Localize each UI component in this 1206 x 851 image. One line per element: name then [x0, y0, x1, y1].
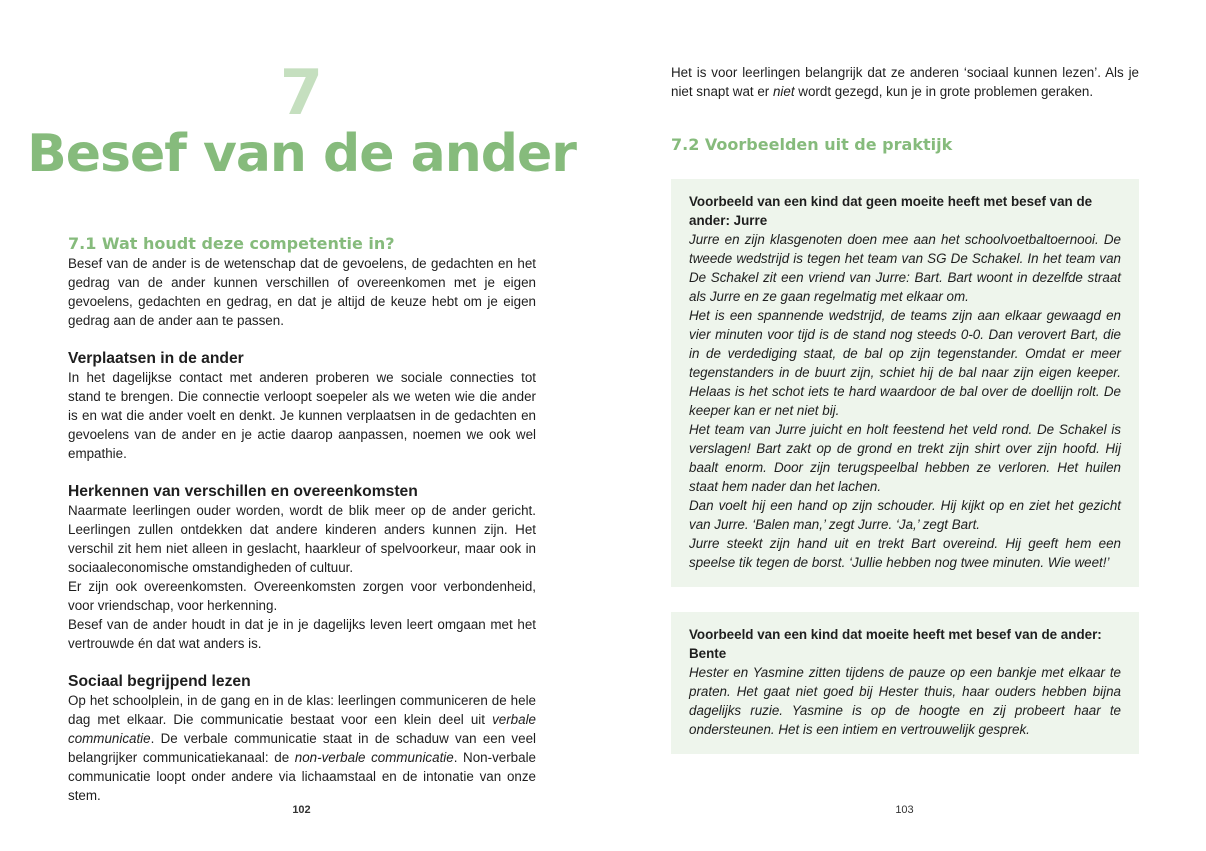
text-run: Het is voor leerlingen belangrijk dat ze anderen ‘sociaal kunnen lezen’. Als je niet snapt wat er: [671, 65, 1139, 99]
example-paragraph: Het team van Jurre juicht en holt feestend het veld rond. De Schakel is verslagen! Bart zakt op de grond en trekt zijn shirt over zijn hoofd. Hij baalt enorm. Door zijn terugspeelbal hebben ze verloren. Het huilen staat hem nader dan het lachen.: [689, 422, 1121, 494]
example-title-bente: Voorbeeld van een kind dat moeite heeft met besef van de ander: Bente: [689, 627, 1102, 661]
left-text-column: [68, 234, 536, 805]
right-page: [603, 0, 1206, 851]
intro-paragraph-right: [671, 63, 1139, 101]
italic-run: niet: [772, 84, 795, 99]
example-paragraph: Dan voelt hij een hand op zijn schouder. Hij kijkt op en ziet het gezicht van Jurre. ‘Balen man,’ zegt Jurre. ‘Ja,’ zegt Bart.: [689, 498, 1121, 532]
text-run: Op het schoolplein, in de gang en in de klas: leerlingen communiceren de hele dag met elkaar. Die communicatie bestaat voor een klein deel uit: [68, 693, 536, 727]
section-heading-7-2: 7.2 Voorbeelden uit de praktijk: [671, 135, 953, 154]
paragraph-herkennen-1: Naarmate leerlingen ouder worden, wordt de blik meer op de ander gericht. Leerlingen zullen ontdekken dat andere kinderen anders kunnen zijn. Het verschil zit hem niet alleen in geslacht, haarkleur of spelvoorkeur, maar ook in sociaaleconomische omstandigheden of cultuur.: [68, 503, 536, 575]
italic-run: non-verbale communicatie: [294, 750, 454, 765]
example-paragraph: Het is een spannende wedstrijd, de teams zijn aan elkaar gewaagd en vier minuten voor tijd is de stand nog steeds 0-0. Dan verovert Bart, die in de verdediging staat, de bal op zijn tegenstander. Omdat er meer tegenstanders in de buurt zijn, schiet hij de bal naar zijn eigen keeper. Helaas is het schot iets te hard waardoor de bal over de doellijn rolt. De keeper kan er net niet bij.: [689, 308, 1121, 418]
text-run: . De verbale communicatie staat in de schaduw van een veel belangrijker communicatiekanaal: de: [68, 731, 536, 765]
paragraph-herkennen-3: Besef van de ander houdt in dat je in je dagelijks leven leert omgaan met het vertrouwde én dat wat anders is.: [68, 617, 536, 651]
subheading-sociaal-begrijpend-lezen: Sociaal begrijpend lezen: [68, 673, 251, 690]
page-number-left: 102: [292, 804, 311, 816]
paragraph-verplaatsen: In het dagelijkse contact met anderen proberen we sociale connecties tot stand te brengen. Die connectie verloopt soepeler als we weten wie die ander is en wat die ander voelt en denkt. Je kunnen verplaatsen in de gedachten en gevoelens van de ander en je actie daarop aanpassen, noemen we ook wel empathie.: [68, 370, 536, 461]
italic-run: verbale communicatie: [68, 712, 536, 746]
example-paragraph: Jurre steekt zijn hand uit en trekt Bart overeind. Hij geeft hem een speelse tik tegen de borst. ‘Jullie hebben nog twee minuten. Wie weet!’: [689, 536, 1121, 570]
text-run: . Non-verbale communicatie loopt onder andere via lichaamstaal en de intonatie van onze stem.: [68, 750, 536, 803]
subheading-herkennen: Herkennen van verschillen en overeenkomsten: [68, 483, 418, 500]
section-heading-7-1: 7.1 Wat houdt deze competentie in?: [68, 234, 395, 253]
right-text-column: [671, 63, 1139, 754]
subheading-verplaatsen: Verplaatsen in de ander: [68, 350, 244, 367]
page-number-right: 103: [895, 804, 914, 816]
intro-paragraph: Besef van de ander is de wetenschap dat de gevoelens, de gedachten en het gedrag van de ander kunnen verschillen of overeenkomen met je eigen gevoelens, gedachten en gedrag, en dat je altijd de keuze hebt om je eigen gedrag aan de ander aan te passen.: [68, 256, 536, 328]
paragraph-herkennen-2: Er zijn ook overeenkomsten. Overeenkomsten zorgen voor verbondenheid, voor vriendschap, voor herkenning.: [68, 579, 536, 613]
paragraph-sociaal-lezen: [68, 691, 536, 805]
example-paragraph: Jurre en zijn klasgenoten doen mee aan het schoolvoetbaltoernooi. De tweede wedstrijd is tegen het team van SG De Schakel. In het team van De Schakel zit een vriend van Jurre: Bart. Bart woont in dezelfde straat als Jurre en ze gaan regelmatig met elkaar om.: [689, 232, 1121, 304]
chapter-title: Besef van de ander: [27, 124, 576, 184]
text-run: wordt gezegd, kun je in grote problemen geraken.: [794, 84, 1094, 99]
example-box-bente: [671, 612, 1139, 754]
example-paragraph: Hester en Yasmine zitten tijdens de pauze op een bankje met elkaar te praten. Het gaat niet goed bij Hester thuis, haar ouders hebben bijna dagelijks ruzie. Yasmine is op de hoogte en zij probeert haar te ondersteunen. Het is een intiem en vertrouwelijk gesprek.: [689, 665, 1121, 737]
example-title-jurre: Voorbeeld van een kind dat geen moeite heeft met besef van de ander: Jurre: [689, 194, 1093, 228]
chapter-number: 7: [279, 56, 324, 129]
example-box-jurre: [671, 179, 1139, 587]
